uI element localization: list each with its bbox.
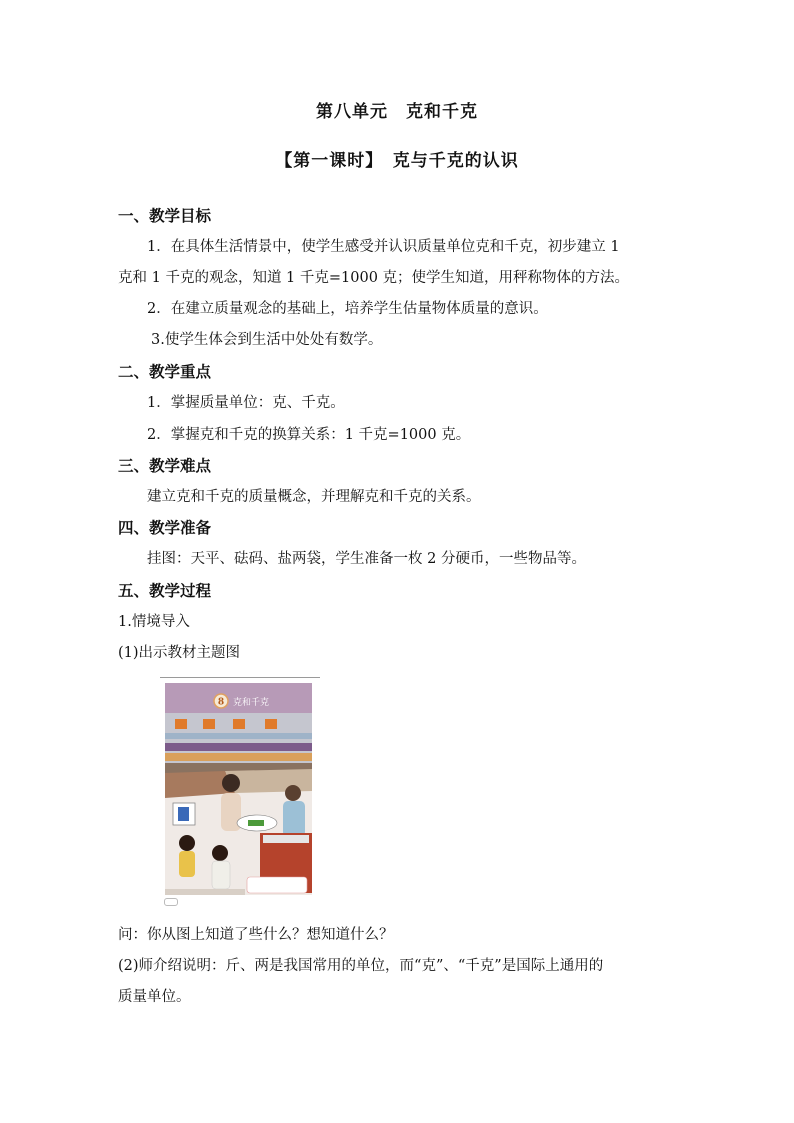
lesson-title: 【第一课时】 克与千克的认识 — [275, 151, 519, 171]
objective-3: 3.使学生体会到生活中处处有数学。 — [151, 332, 383, 348]
key-point-1: 1．掌握质量单位：克、千克。 — [147, 395, 345, 411]
step-1-2-line-1: (2)师介绍说明：斤、两是我国常用的单位，而“克”、“千克”是国际上通用的 — [118, 958, 604, 974]
market-scene-illustration — [165, 683, 312, 895]
section-heading-process: 五、教学过程 — [118, 581, 212, 600]
section-heading-preparation: 四、教学准备 — [118, 518, 212, 537]
objective-2: 2．在建立质量观念的基础上，培养学生估量物体质量的意识。 — [147, 301, 548, 317]
objective-1-line-2: 克和 1 千克的观念，知道 1 千克=1000 克；使学生知道，用秤称物体的方法。 — [118, 270, 630, 286]
step-1-1: (1)出示教材主题图 — [118, 645, 241, 661]
section-heading-difficulties: 三、教学难点 — [118, 456, 212, 475]
step-1-heading: 1.情境导入 — [118, 614, 190, 630]
badge-number: 8 — [217, 697, 225, 708]
section-heading-key-points: 二、教学重点 — [118, 362, 212, 381]
page-corner-mark — [164, 898, 178, 906]
figure-top-rule — [160, 677, 320, 678]
unit-title: 第八单元 克和千克 — [316, 102, 478, 122]
preparation-text: 挂图：天平、砝码、盐两袋，学生准备一枚 2 分硬币，一些物品等。 — [147, 551, 586, 567]
textbook-theme-figure — [160, 677, 320, 907]
difficulty-text: 建立克和千克的质量概念，并理解克和千克的关系。 — [147, 489, 481, 505]
objective-1-line-1: 1．在具体生活情景中，使学生感受并认识质量单位克和千克，初步建立 1 — [147, 239, 620, 255]
section-heading-objectives: 一、教学目标 — [118, 206, 212, 225]
key-point-2: 2．掌握克和千克的换算关系：1 千克=1000 克。 — [147, 427, 471, 443]
badge-title: 克和千克 — [233, 698, 270, 708]
step-1-2-line-2: 质量单位。 — [118, 989, 191, 1005]
question-text: 问：你从图上知道了些什么？想知道什么？ — [118, 927, 394, 943]
